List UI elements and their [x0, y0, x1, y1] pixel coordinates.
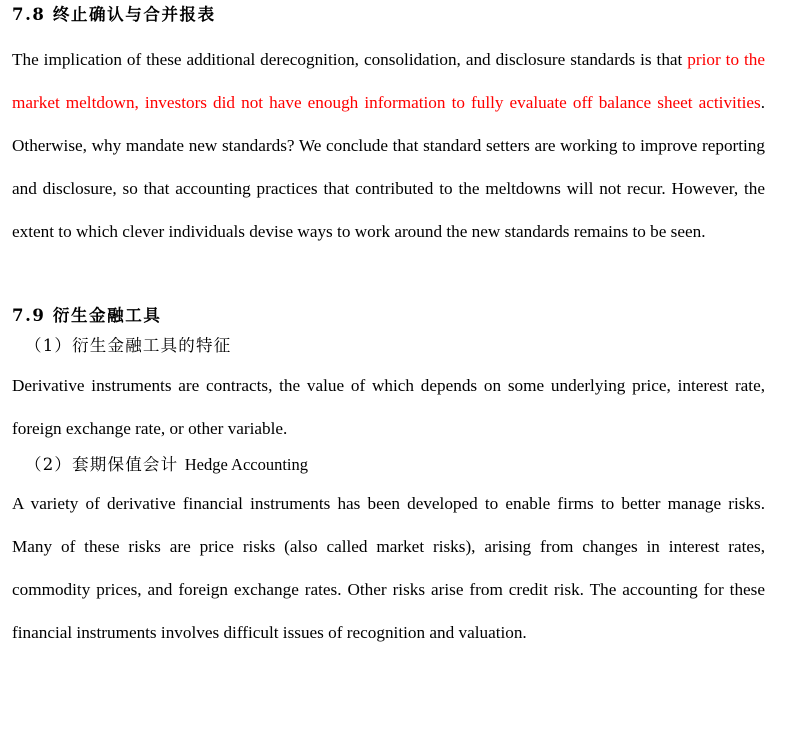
subsection-label-2-cn: （2）套期保值会计	[25, 455, 185, 474]
section-spacer	[12, 253, 765, 295]
subsection-label-1: （1）衍生金融工具的特征	[25, 336, 232, 355]
paragraph-hedge-accounting: A variety of derivative financial instruments has been developed to enable firms to better manage risks. Many of these risks are price risks (also called market risks), arising from changes in interest rates, commodity prices, and foreign exchange rates. Other risks arise from credit risk. The accounting for these financial instruments involves difficult issues of recognition and valuation.	[12, 494, 765, 642]
section-heading-7-8: 7.8 终止确认与合并报表	[12, 5, 216, 24]
subsection-label-2	[12, 450, 765, 480]
section-heading-7-9: 7.9 衍生金融工具	[12, 306, 162, 325]
subsection-label-2-en: Hedge Accounting	[184, 455, 309, 474]
paragraph-7-8-lead: The implication of these additional derecognition, consolidation, and disclosure standards is that	[12, 50, 688, 69]
paragraph-derivative-instruments: Derivative instruments are contracts, the value of which depends on some underlying price, interest rate, foreign exchange rate, or other variable.	[12, 376, 765, 438]
paragraph-7-8-red-emphasis: prior to the market meltdown, investors did not have enough information to fully evaluate off balance sheet activities	[12, 50, 765, 112]
paragraph-7-8	[12, 38, 765, 253]
paragraph-7-8-tail: . Otherwise, why mandate new standards? We conclude that standard setters are working to improve reporting and disclosure, so that accounting practices that contributed to the meltdowns will not recur. However, the extent to which clever individuals devise ways to work around the new standards remains to be seen.	[12, 93, 765, 241]
